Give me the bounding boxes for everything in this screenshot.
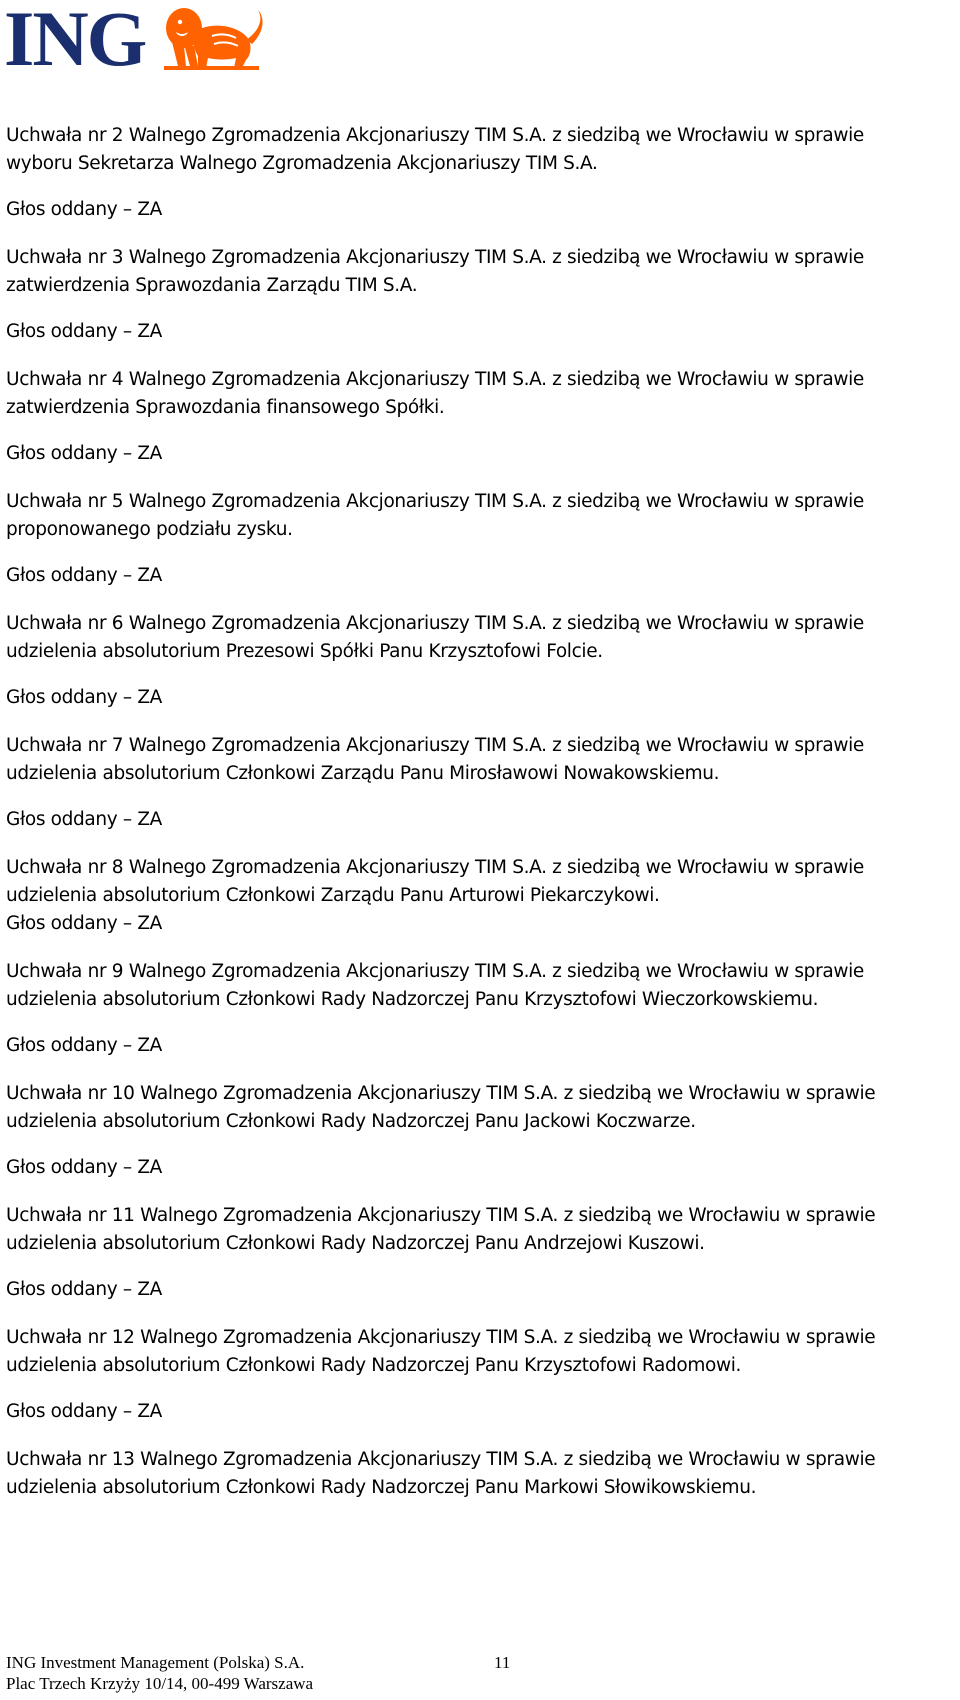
vote-cast: Głos oddany – ZA bbox=[6, 321, 162, 342]
resolution-title: Uchwała nr 3 Walnego Zgromadzenia Akcjonariuszy TIM S.A. z siedzibą we Wrocławiu w sprawie zatwierdzenia Sprawozdania Zarządu TIM S.A. bbox=[6, 247, 864, 296]
vote-cast: Głos oddany – ZA bbox=[6, 687, 162, 708]
resolution-item bbox=[6, 122, 956, 224]
vote-cast: Głos oddany – ZA bbox=[6, 1279, 162, 1300]
resolution-title: Uchwała nr 8 Walnego Zgromadzenia Akcjonariuszy TIM S.A. z siedzibą we Wrocławiu w sprawie udzielenia absolutorium Członkowi Zarządu Panu Arturowi Piekarczykowi. bbox=[6, 857, 864, 906]
resolution-title: Uchwała nr 13 Walnego Zgromadzenia Akcjonariuszy TIM S.A. z siedzibą we Wrocławiu w sprawie udzielenia absolutorium Członkowi Rady Nadzorczej Panu Markowi Słowikowskiemu. bbox=[6, 1449, 876, 1498]
ing-logo-text: ING bbox=[4, 0, 146, 82]
resolution-title: Uchwała nr 12 Walnego Zgromadzenia Akcjonariuszy TIM S.A. z siedzibą we Wrocławiu w sprawie udzielenia absolutorium Członkowi Rady Nadzorczej Panu Krzysztofowi Radomowi. bbox=[6, 1327, 876, 1376]
lion-icon bbox=[154, 2, 269, 70]
resolution-title: Uchwała nr 9 Walnego Zgromadzenia Akcjonariuszy TIM S.A. z siedzibą we Wrocławiu w sprawie udzielenia absolutorium Członkowi Rady Nadzorczej Panu Krzysztofowi Wieczorkowskiemu. bbox=[6, 961, 864, 1010]
resolution-item bbox=[6, 1202, 956, 1304]
resolution-title: Uchwała nr 10 Walnego Zgromadzenia Akcjonariuszy TIM S.A. z siedzibą we Wrocławiu w sprawie udzielenia absolutorium Członkowi Rady Nadzorczej Panu Jackowi Koczwarze. bbox=[6, 1083, 876, 1132]
resolution-item bbox=[6, 244, 956, 346]
footer bbox=[6, 1652, 313, 1694]
footer-company: ING Investment Management (Polska) S.A. bbox=[6, 1653, 305, 1672]
resolution-item bbox=[6, 1446, 956, 1502]
footer-address: Plac Trzech Krzyży 10/14, 00-499 Warszawa bbox=[6, 1674, 314, 1693]
resolution-title: Uchwała nr 2 Walnego Zgromadzenia Akcjonariuszy TIM S.A. z siedzibą we Wrocławiu w sprawie wyboru Sekretarza Walnego Zgromadzenia Akcjonariuszy TIM S.A. bbox=[6, 125, 864, 174]
resolution-item bbox=[6, 1324, 956, 1426]
page-number: 11 bbox=[494, 1653, 511, 1672]
ing-logo bbox=[4, 0, 266, 82]
vote-cast: Głos oddany – ZA bbox=[6, 443, 162, 464]
resolution-title: Uchwała nr 5 Walnego Zgromadzenia Akcjonariuszy TIM S.A. z siedzibą we Wrocławiu w sprawie proponowanego podziału zysku. bbox=[6, 491, 864, 540]
vote-cast: Głos oddany – ZA bbox=[6, 809, 162, 830]
vote-cast: Głos oddany – ZA bbox=[6, 1035, 162, 1056]
resolution-item bbox=[6, 488, 956, 590]
vote-cast: Głos oddany – ZA bbox=[6, 1401, 162, 1422]
resolution-title: Uchwała nr 6 Walnego Zgromadzenia Akcjonariuszy TIM S.A. z siedzibą we Wrocławiu w sprawie udzielenia absolutorium Prezesowi Spółki Panu Krzysztofowi Folcie. bbox=[6, 613, 864, 662]
resolution-item bbox=[6, 854, 956, 938]
resolution-item bbox=[6, 958, 956, 1060]
vote-cast: Głos oddany – ZA bbox=[6, 1157, 162, 1178]
resolution-item bbox=[6, 732, 956, 834]
resolutions-list bbox=[6, 122, 956, 1522]
resolution-item bbox=[6, 1080, 956, 1182]
vote-cast: Głos oddany – ZA bbox=[6, 199, 162, 220]
resolution-title: Uchwała nr 7 Walnego Zgromadzenia Akcjonariuszy TIM S.A. z siedzibą we Wrocławiu w sprawie udzielenia absolutorium Członkowi Zarządu Panu Mirosławowi Nowakowskiemu. bbox=[6, 735, 864, 784]
resolution-title: Uchwała nr 11 Walnego Zgromadzenia Akcjonariuszy TIM S.A. z siedzibą we Wrocławiu w sprawie udzielenia absolutorium Członkowi Rady Nadzorczej Panu Andrzejowi Kuszowi. bbox=[6, 1205, 876, 1254]
vote-cast: Głos oddany – ZA bbox=[6, 913, 162, 934]
resolution-title: Uchwała nr 4 Walnego Zgromadzenia Akcjonariuszy TIM S.A. z siedzibą we Wrocławiu w sprawie zatwierdzenia Sprawozdania finansowego Spółki. bbox=[6, 369, 864, 418]
resolution-item bbox=[6, 366, 956, 468]
resolution-item bbox=[6, 610, 956, 712]
vote-cast: Głos oddany – ZA bbox=[6, 565, 162, 586]
